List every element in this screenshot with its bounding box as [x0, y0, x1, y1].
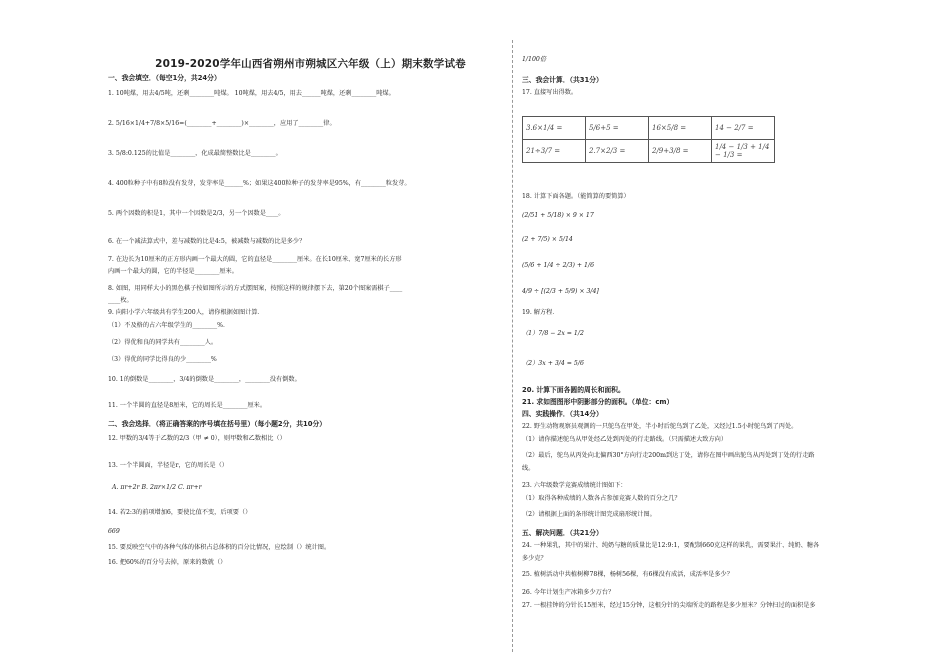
- question-18: 18. 计算下面各题。（能简算的要简算）: [522, 193, 630, 200]
- table-cell: 2/9+3/8 =: [649, 140, 712, 163]
- question-18-expr-2: (2 + 7/5) × 5/14: [522, 236, 573, 243]
- question-5: 5. 两个因数的积是1，其中一个因数是2/3，另一个因数是____。: [108, 210, 285, 217]
- question-19-part-1: （1）7/8 − 2x = 1/2: [522, 330, 584, 337]
- question-12: 12. 甲数的3/4等于乙数的2/3（甲 ≠ 0），则甲数和乙数相比（）: [108, 435, 286, 442]
- question-25: 25. 植树活动中共植树柳78棵，杨树56棵，有6棵没有成活，成活率是多少？: [522, 571, 733, 578]
- question-16: 16. 把60%的百分号去掉，原来的数就（）: [108, 559, 227, 566]
- question-6: 6. 在一个减法算式中，差与减数的比是4:5，被减数与减数的比是多少？: [108, 238, 306, 245]
- question-22: 22. 野生动物观察员观测的一只鸵鸟在甲处，半小时后鸵鸟到了乙处，又经过1.5小时鸵鸟到了丙处。: [522, 423, 798, 430]
- question-1: 1. 10吨煤，用去4/5吨，还剩________吨煤。 10吨煤，用去4/5，用去______吨煤，还剩________吨煤。: [108, 90, 395, 97]
- question-11: 11. 一个半圆的直径是8厘米，它的周长是________厘米。: [108, 402, 267, 409]
- exam-title: 2019-2020学年山西省朔州市朔城区六年级（上）期末数学试卷: [155, 58, 466, 70]
- column-divider: [512, 40, 513, 652]
- section-2-header: 二、我会选择．（将正确答案的序号填在括号里）（每小题2分，共10分）: [108, 420, 327, 428]
- question-14: 14. 若2:3的前项增加6，要使比值不变，后项要（）: [108, 509, 252, 516]
- question-23-part-1: （1）取得各种成绩的人数各占参加竞赛人数的百分之几？: [522, 495, 681, 502]
- question-2: 2. 5/16×1/4+7/8×5/16=(________+________)×________，应用了________律。: [108, 120, 336, 127]
- question-9-part-2: （2）得优和良的同学共有________人。: [108, 339, 218, 346]
- question-22-part-2-line-2: 线。: [522, 465, 535, 472]
- question-26: 26. 今年计划生产冰箱多少万台？: [522, 589, 615, 596]
- question-17: 17. 直接写出得数。: [522, 89, 578, 96]
- table-cell: 14 − 2/7 =: [712, 117, 775, 140]
- table-cell: 3.6×1/4 =: [523, 117, 586, 140]
- question-8-line-1: 8. 如图，用同样大小的黑色棋子按如图所示的方式摆图案，按照这样的规律摆下去，第20个图案需棋子____: [108, 285, 403, 292]
- question-22-part-1: （1）请你描述鸵鸟从甲处经乙处到丙处的行走路线。（只需描述大致方向）: [522, 436, 728, 443]
- question-18-expr-1: (2/51 + 5/18) × 9 × 17: [522, 212, 594, 219]
- table-cell: 5/6+5 =: [586, 117, 649, 140]
- table-cell: 21÷3/7 =: [523, 140, 586, 163]
- question-19-part-2: （2）3x + 3/4 = 5/6: [522, 360, 584, 367]
- question-18-expr-3: (5/6 + 1/4 ÷ 2/3) + 1/6: [522, 262, 595, 269]
- table-cell: 2.7×2/3 =: [586, 140, 649, 163]
- question-8-line-2: ____枚。: [108, 297, 133, 304]
- question-7-line-1: 7. 在边长为10厘米的正方形内画一个最大的圆，它的直径是________厘米。在长10厘米、宽7厘米的长方形: [108, 256, 402, 263]
- question-10: 10. 1的倒数是________，3/4的倒数是________，________没有倒数。: [108, 376, 301, 383]
- question-9: 9. 向阳小学六年级共有学生200人，请你根据如图计算．: [108, 309, 264, 316]
- section-5-header: 五、解决问题．（共21分）: [522, 529, 603, 537]
- question-7-line-2: 内画一个最大的圆，它的半径是________厘米。: [108, 268, 238, 275]
- question-22-part-2-line-1: （2）最后，鸵鸟从丙处向北偏西30°方向行走200m到达丁处，请你在图中画出鸵鸟从丙处到丁处的行走路: [522, 452, 815, 459]
- table-row: [523, 117, 775, 140]
- question-24-line-2: 多少克？: [522, 555, 547, 562]
- section-3-header: 三、我会计算．（共31分）: [522, 76, 603, 84]
- question-19: 19. 解方程．: [522, 309, 559, 316]
- section-4-header: 四、实践操作．（共14分）: [522, 410, 603, 418]
- question-9-part-1: （1）不及格的占六年级学生的________%．: [108, 322, 230, 329]
- question-18-expr-4: 4/9 ÷ [(2/3 + 5/9) × 3/4]: [522, 288, 599, 295]
- mental-math-table: [522, 116, 775, 163]
- question-4: 4. 400粒种子中有8粒没有发芽，发芽率是______%；如果这400粒种子的发芽率是95%，有________粒发芽。: [108, 180, 411, 187]
- question-27: 27. 一根挂钟的分针长15厘米，经过15分钟，这根分针的尖端所走的路程是多少厘米？分钟扫过的面积是多: [522, 602, 816, 609]
- question-24-line-1: 24. 一种果乳，其中的果汁、纯奶与糖的质量比是12:9:1，要配制660克这样的果乳，需要果汁、纯奶、糖各: [522, 542, 820, 549]
- table-cell: 16×5/8 =: [649, 117, 712, 140]
- table-row: [523, 140, 775, 163]
- question-23: 23. 六年级数学竞赛成绩统计图如下：: [522, 482, 627, 489]
- section-1-header: 一、我会填空．（每空1分，共24分）: [108, 74, 221, 82]
- question-3: 3. 5/8:0.125的比值是________，化成最简整数比是________。: [108, 150, 282, 157]
- question-9-part-3: （3）得优的同学比得良的少________%: [108, 356, 217, 363]
- question-23-part-2: （2）请根据上面的条形统计图完成扇形统计图。: [522, 511, 656, 518]
- question-20: 20. 计算下面各圆的周长和面积。: [522, 386, 625, 394]
- continued-option: 1/100倍: [522, 56, 547, 63]
- question-13: 13. 一个半圆面，半径是r，它的周长是（）: [108, 462, 228, 469]
- question-13-options: A. πr+2r B. 2πr×1/2 C. πr+r: [112, 484, 202, 491]
- table-cell: 1/4 − 1/3 + 1/4 − 1/3 =: [712, 140, 775, 163]
- question-21: 21. 求如图图形中阴影部分的面积。（单位：cm）: [522, 398, 674, 406]
- question-15: 15. 要反映空气中的各种气体的体积占总体积的百分比情况，应绘制（）统计图。: [108, 544, 331, 551]
- question-14-extra: 669: [108, 528, 120, 535]
